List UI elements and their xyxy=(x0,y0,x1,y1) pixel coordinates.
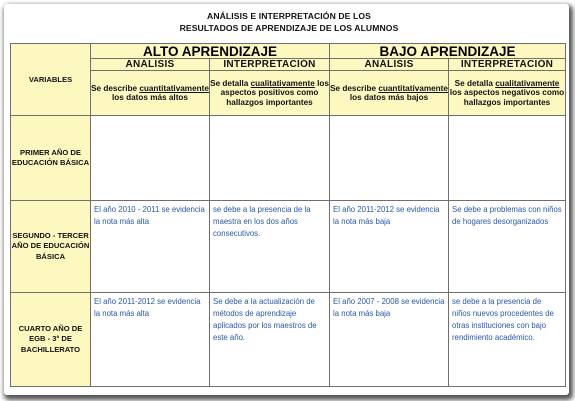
table-row xyxy=(11,116,566,201)
cell-alto-interpretacion: Se debe a la actualización de métodos de aprendizaje aplicados por los maestros de este año. xyxy=(210,293,330,387)
table-row xyxy=(11,293,566,387)
document-frame xyxy=(4,4,569,395)
desc-alto-analisis: Se describe cuantitativamente los datos más altos xyxy=(91,71,210,116)
cell-alto-analisis xyxy=(91,116,210,201)
header-alto-aprendizaje: ALTO APRENDIZAJE xyxy=(91,44,330,59)
header-bajo-aprendizaje: BAJO APRENDIZAJE xyxy=(330,44,566,59)
cell-alto-analisis: El año 2011-2012 se evidencia la nota más alta xyxy=(91,293,210,387)
cell-bajo-interpretacion: se debe a la presencia de niños nuevos procedentes de otras instituciones con bajo rendimiento académico. xyxy=(449,293,566,387)
page-title xyxy=(92,10,486,34)
header-alto-interpretacion: INTERPRETACIÓN xyxy=(210,59,330,71)
cell-alto-interpretacion xyxy=(210,116,330,201)
header-bajo-interpretacion: INTERPRETACIÓN xyxy=(449,59,566,71)
cell-bajo-interpretacion xyxy=(449,116,566,201)
results-table xyxy=(10,43,566,387)
row-label: CUARTO AÑO DE EGB - 3º DE BACHILLERATO xyxy=(11,293,91,387)
row-label: SEGUNDO - TERCER AÑO DE EDUCACIÓN BÁSICA xyxy=(11,201,91,293)
row-label: PRIMER AÑO DE EDUCACIÓN BÁSICA xyxy=(11,116,91,201)
title-line-2: RESULTADOS DE APRENDIZAJE DE LOS ALUMNOS xyxy=(179,23,399,33)
title-line-1: ANÁLISIS E INTERPRETACIÓN DE LOS xyxy=(207,11,371,21)
cell-bajo-analisis: El año 2007 - 2008 se evidencia la nota más baja xyxy=(330,293,449,387)
cell-alto-interpretacion: se debe a la presencia de la maestra en los dos años consecutivos. xyxy=(210,201,330,293)
cell-alto-analisis: El año 2010 - 2011 se evidencia la nota más alta xyxy=(91,201,210,293)
header-bajo-analisis: ANÁLISIS xyxy=(330,59,449,71)
table-row xyxy=(11,201,566,293)
cell-bajo-interpretacion: Se debe a problemas con niños de hogares desorganizados xyxy=(449,201,566,293)
desc-alto-interpretacion: Se detalla cualitativamente los aspectos positivos como hallazgos importantes xyxy=(210,71,330,116)
header-alto-analisis: ANÁLISIS xyxy=(91,59,210,71)
cell-bajo-analisis: El año 2011-2012 se evidencia la nota más baja xyxy=(330,201,449,293)
desc-bajo-analisis: Se describe cuantitativamente los datos más bajos xyxy=(330,71,449,116)
header-variables: VARIABLES xyxy=(11,44,91,116)
desc-bajo-interpretacion: Se detalla cualitativamente los aspectos negativos como hallazgos importantes xyxy=(449,71,566,116)
cell-bajo-analisis xyxy=(330,116,449,201)
